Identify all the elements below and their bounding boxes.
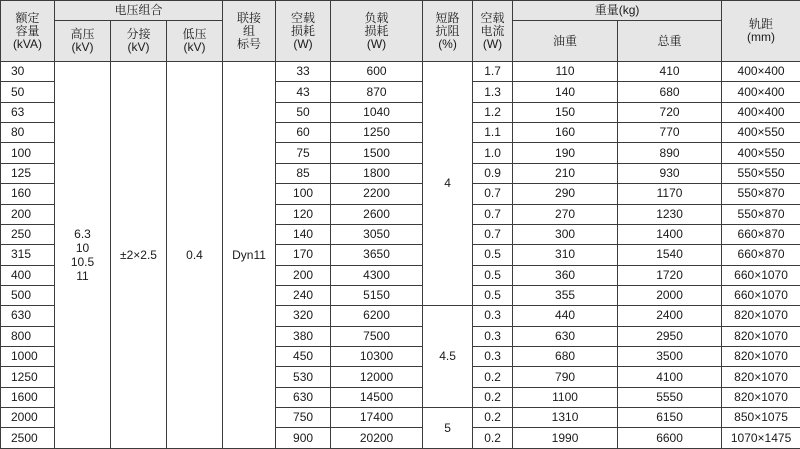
header-capacity: 额定 容量 (kVA) (1, 1, 55, 62)
cell-no-load-current: 0.5 (473, 265, 513, 285)
cell-oil-weight: 270 (513, 204, 618, 224)
cell-load-loss: 17400 (331, 408, 423, 428)
cell-vector-group-merged: Dyn11 (223, 62, 276, 449)
cell-no-load-current: 1.3 (473, 82, 513, 102)
header-vector-group: 联接 组 标号 (223, 1, 276, 62)
cell-rail-gauge: 550×870 (722, 204, 800, 224)
cell-rail-gauge: 400×400 (722, 102, 800, 122)
cell-capacity: 100 (1, 143, 55, 163)
cell-load-loss: 2600 (331, 204, 423, 224)
cell-oil-weight: 190 (513, 143, 618, 163)
cell-no-load-loss: 43 (276, 82, 331, 102)
cell-capacity: 1000 (1, 347, 55, 367)
table-header (1, 1, 800, 62)
cell-oil-weight: 1100 (513, 387, 618, 407)
cell-no-load-current: 0.5 (473, 245, 513, 265)
cell-total-weight: 770 (618, 123, 722, 143)
cell-load-loss: 2200 (331, 184, 423, 204)
cell-no-load-loss: 320 (276, 306, 331, 326)
cell-rail-gauge: 400×400 (722, 62, 800, 82)
cell-total-weight: 2400 (618, 306, 722, 326)
cell-total-weight: 2950 (618, 326, 722, 346)
cell-total-weight: 1230 (618, 204, 722, 224)
cell-oil-weight: 680 (513, 347, 618, 367)
cell-capacity: 315 (1, 245, 55, 265)
cell-oil-weight: 440 (513, 306, 618, 326)
cell-load-loss: 6200 (331, 306, 423, 326)
cell-rail-gauge: 660×1070 (722, 285, 800, 305)
cell-load-loss: 14500 (331, 387, 423, 407)
cell-no-load-loss: 170 (276, 245, 331, 265)
cell-no-load-current: 1.7 (473, 62, 513, 82)
cell-capacity: 160 (1, 184, 55, 204)
cell-total-weight: 930 (618, 163, 722, 183)
cell-total-weight: 890 (618, 143, 722, 163)
cell-oil-weight: 150 (513, 102, 618, 122)
cell-total-weight: 410 (618, 62, 722, 82)
cell-load-loss: 7500 (331, 326, 423, 346)
table-row (1, 62, 800, 82)
cell-no-load-loss: 100 (276, 184, 331, 204)
cell-load-loss: 870 (331, 82, 423, 102)
cell-load-loss: 5150 (331, 285, 423, 305)
cell-impedance-merged: 4.5 (423, 306, 473, 408)
cell-impedance-merged: 5 (423, 408, 473, 449)
cell-rail-gauge: 820×1070 (722, 326, 800, 346)
cell-load-loss: 20200 (331, 428, 423, 449)
header-weight: 重量(kg) (513, 1, 722, 21)
cell-no-load-loss: 200 (276, 265, 331, 285)
header-rail-gauge: 轨距 (mm) (722, 1, 800, 62)
cell-rail-gauge: 400×400 (722, 82, 800, 102)
cell-no-load-current: 0.2 (473, 408, 513, 428)
cell-load-loss: 12000 (331, 367, 423, 387)
cell-no-load-loss: 450 (276, 347, 331, 367)
cell-oil-weight: 160 (513, 123, 618, 143)
cell-capacity: 400 (1, 265, 55, 285)
cell-no-load-current: 0.2 (473, 428, 513, 449)
cell-load-loss: 1250 (331, 123, 423, 143)
cell-rail-gauge: 820×1070 (722, 306, 800, 326)
cell-capacity: 250 (1, 224, 55, 244)
cell-no-load-loss: 630 (276, 387, 331, 407)
cell-no-load-loss: 60 (276, 123, 331, 143)
cell-oil-weight: 355 (513, 285, 618, 305)
cell-oil-weight: 360 (513, 265, 618, 285)
cell-no-load-current: 0.2 (473, 367, 513, 387)
cell-rail-gauge: 850×1075 (722, 408, 800, 428)
cell-tap-merged: ±2×2.5 (111, 62, 167, 449)
header-voltage-group: 电压组合 (55, 1, 223, 21)
cell-load-loss: 3650 (331, 245, 423, 265)
cell-rail-gauge: 660×870 (722, 224, 800, 244)
cell-rail-gauge: 1070×1475 (722, 428, 800, 449)
cell-capacity: 30 (1, 62, 55, 82)
cell-capacity: 63 (1, 102, 55, 122)
cell-no-load-current: 0.7 (473, 224, 513, 244)
cell-rail-gauge: 660×1070 (722, 265, 800, 285)
cell-load-loss: 1500 (331, 143, 423, 163)
cell-oil-weight: 290 (513, 184, 618, 204)
header-total-weight: 总重 (618, 21, 722, 62)
cell-capacity: 2500 (1, 428, 55, 449)
cell-rail-gauge: 400×550 (722, 123, 800, 143)
cell-total-weight: 6600 (618, 428, 722, 449)
table-body (1, 62, 800, 449)
cell-no-load-current: 0.3 (473, 306, 513, 326)
cell-no-load-loss: 75 (276, 143, 331, 163)
header-impedance: 短路 抗阻 (%) (423, 1, 473, 62)
header-oil-weight: 油重 (513, 21, 618, 62)
cell-total-weight: 1170 (618, 184, 722, 204)
cell-capacity: 50 (1, 82, 55, 102)
cell-oil-weight: 1310 (513, 408, 618, 428)
cell-oil-weight: 110 (513, 62, 618, 82)
cell-capacity: 200 (1, 204, 55, 224)
cell-rail-gauge: 820×1070 (722, 367, 800, 387)
cell-no-load-current: 0.9 (473, 163, 513, 183)
cell-capacity: 1600 (1, 387, 55, 407)
cell-no-load-loss: 85 (276, 163, 331, 183)
cell-capacity: 1250 (1, 367, 55, 387)
cell-total-weight: 2000 (618, 285, 722, 305)
cell-rail-gauge: 820×1070 (722, 347, 800, 367)
cell-total-weight: 1400 (618, 224, 722, 244)
cell-no-load-current: 0.3 (473, 326, 513, 346)
cell-capacity: 630 (1, 306, 55, 326)
cell-lv-merged: 0.4 (167, 62, 223, 449)
cell-no-load-current: 1.0 (473, 143, 513, 163)
cell-oil-weight: 630 (513, 326, 618, 346)
cell-no-load-current: 0.7 (473, 184, 513, 204)
header-no-load-current: 空载 电流 (W) (473, 1, 513, 62)
cell-load-loss: 10300 (331, 347, 423, 367)
cell-no-load-current: 1.1 (473, 123, 513, 143)
cell-total-weight: 5550 (618, 387, 722, 407)
header-hv: 高压 (kV) (55, 21, 111, 62)
cell-total-weight: 720 (618, 102, 722, 122)
cell-no-load-current: 0.2 (473, 387, 513, 407)
cell-no-load-loss: 50 (276, 102, 331, 122)
header-no-load-loss: 空载 损耗 (W) (276, 1, 331, 62)
cell-capacity: 125 (1, 163, 55, 183)
cell-oil-weight: 140 (513, 82, 618, 102)
cell-no-load-loss: 750 (276, 408, 331, 428)
cell-oil-weight: 210 (513, 163, 618, 183)
cell-total-weight: 4100 (618, 367, 722, 387)
cell-capacity: 800 (1, 326, 55, 346)
cell-load-loss: 4300 (331, 265, 423, 285)
header-lv: 低压 (kV) (167, 21, 223, 62)
cell-oil-weight: 790 (513, 367, 618, 387)
cell-rail-gauge: 550×550 (722, 163, 800, 183)
cell-rail-gauge: 550×870 (722, 184, 800, 204)
cell-no-load-loss: 120 (276, 204, 331, 224)
cell-total-weight: 1720 (618, 265, 722, 285)
cell-load-loss: 1800 (331, 163, 423, 183)
header-load-loss: 负载 损耗 (W) (331, 1, 423, 62)
cell-no-load-current: 0.5 (473, 285, 513, 305)
cell-capacity: 2000 (1, 408, 55, 428)
cell-impedance-merged: 4 (423, 62, 473, 306)
cell-oil-weight: 1990 (513, 428, 618, 449)
cell-hv-merged: 6.3 10 10.5 11 (55, 62, 111, 449)
cell-capacity: 500 (1, 285, 55, 305)
cell-load-loss: 3050 (331, 224, 423, 244)
cell-load-loss: 600 (331, 62, 423, 82)
cell-capacity: 80 (1, 123, 55, 143)
cell-oil-weight: 310 (513, 245, 618, 265)
cell-rail-gauge: 660×870 (722, 245, 800, 265)
cell-no-load-current: 0.3 (473, 347, 513, 367)
cell-no-load-loss: 240 (276, 285, 331, 305)
cell-no-load-loss: 900 (276, 428, 331, 449)
cell-rail-gauge: 820×1070 (722, 387, 800, 407)
cell-load-loss: 1040 (331, 102, 423, 122)
header-tap: 分接 (kV) (111, 21, 167, 62)
cell-no-load-loss: 530 (276, 367, 331, 387)
cell-total-weight: 680 (618, 82, 722, 102)
cell-no-load-loss: 140 (276, 224, 331, 244)
cell-total-weight: 6150 (618, 408, 722, 428)
cell-no-load-current: 1.2 (473, 102, 513, 122)
cell-no-load-loss: 33 (276, 62, 331, 82)
cell-oil-weight: 300 (513, 224, 618, 244)
cell-total-weight: 3500 (618, 347, 722, 367)
cell-total-weight: 1540 (618, 245, 722, 265)
cell-no-load-current: 0.7 (473, 204, 513, 224)
cell-no-load-loss: 380 (276, 326, 331, 346)
cell-rail-gauge: 400×550 (722, 143, 800, 163)
